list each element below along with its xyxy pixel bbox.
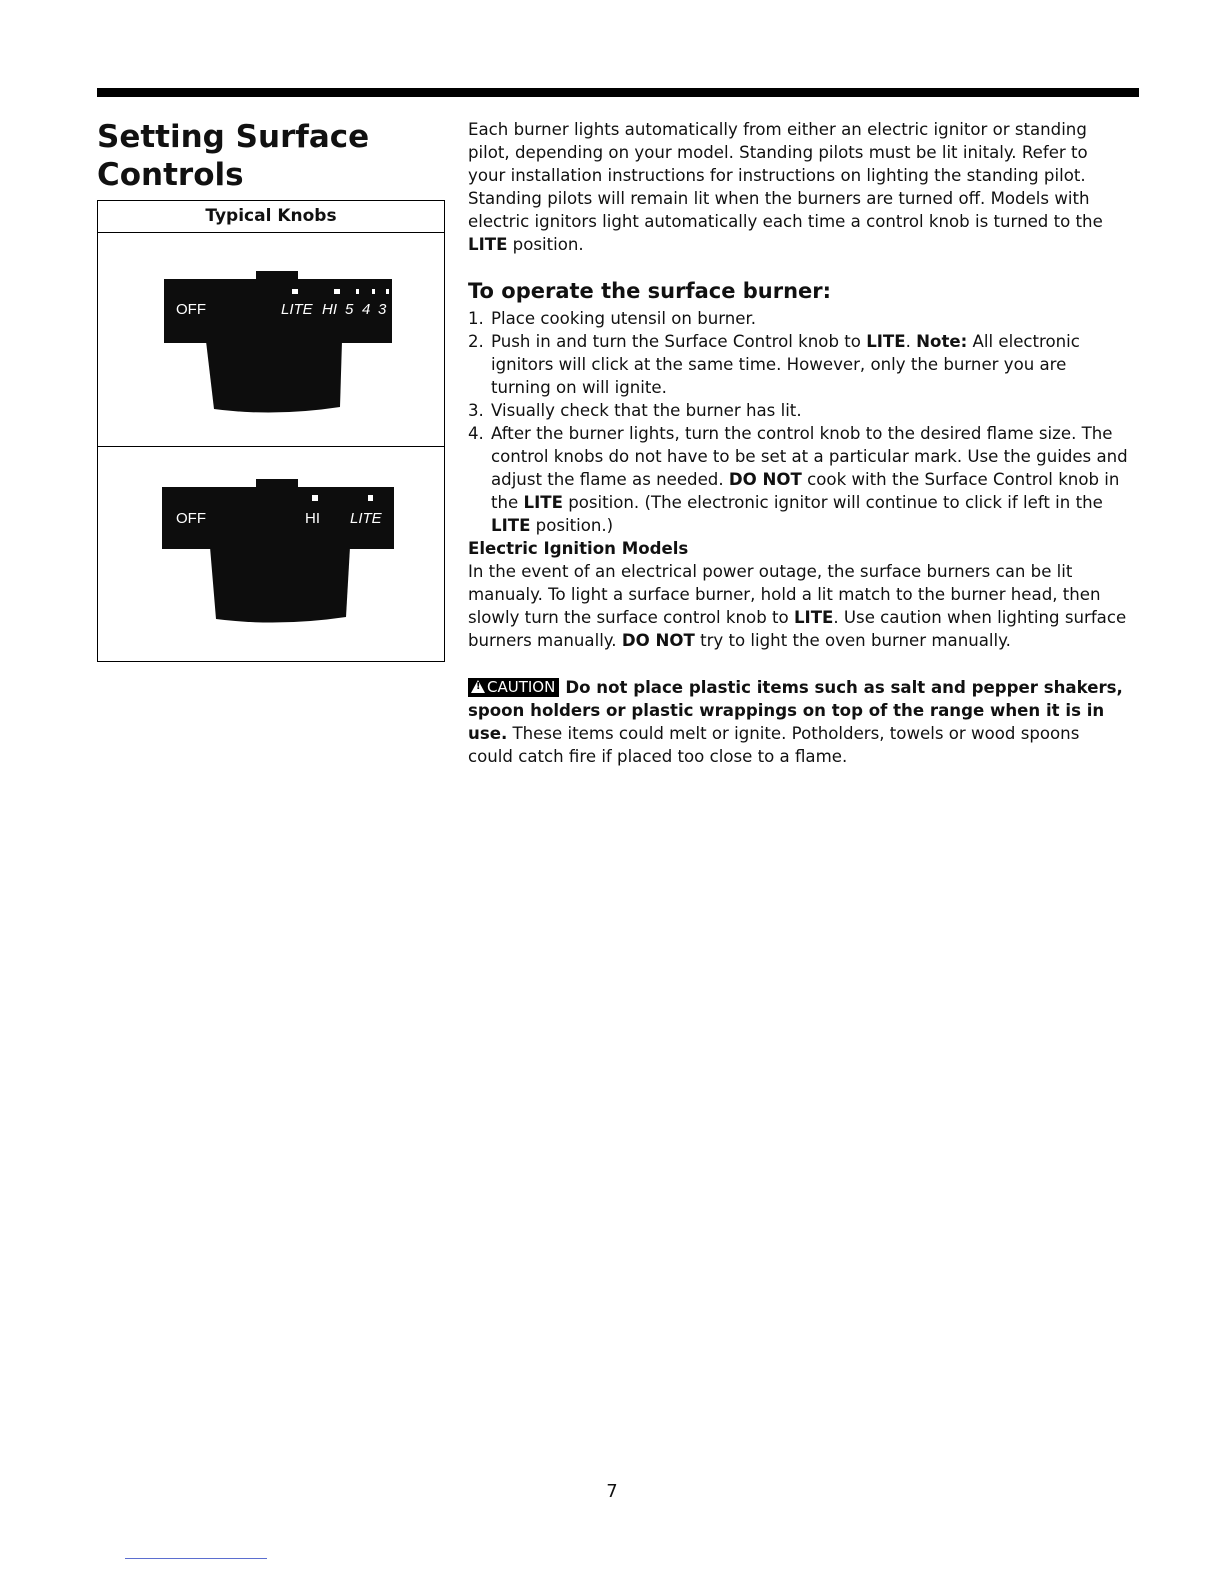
page-title-line1: Setting Surface bbox=[97, 119, 370, 155]
step-1 bbox=[468, 307, 1128, 330]
typical-knobs-figure bbox=[97, 200, 445, 662]
caution-badge-label: CAUTION bbox=[487, 678, 556, 696]
warning-triangle-icon bbox=[471, 680, 485, 693]
caution-badge bbox=[468, 678, 559, 697]
intro-paragraph bbox=[468, 118, 1128, 256]
knob-2-icon bbox=[98, 447, 444, 660]
knob2-hi-label: HI bbox=[305, 510, 320, 527]
intro-text-b: position. bbox=[507, 235, 584, 254]
electric-text-c: try to light the oven burner manually. bbox=[694, 631, 1011, 650]
knob1-hi-label: HI bbox=[322, 301, 337, 318]
top-rule bbox=[97, 88, 1139, 97]
electric-text-a: In the event of an electrical power outage, the surface burners can be lit manualy. To light a surface burner, hold a lit match to the burner head, then slowly turn the surface control knob to bbox=[468, 562, 1101, 627]
step-3-text: Visually check that the burner has lit. bbox=[491, 401, 802, 420]
step-2-text-c: All electronic ignitors will click at the same time. However, only the burner you are turning on will ignite. bbox=[491, 332, 1080, 397]
step-4-number: 4. bbox=[468, 424, 484, 443]
caution-text: These items could melt or ignite. Potholders, towels or wood spoons could catch fire if placed too close to a flame. bbox=[468, 724, 1080, 766]
operate-steps bbox=[468, 307, 1128, 537]
electric-text-b: . Use caution when lighting surface burners manually. bbox=[468, 608, 1127, 650]
page-title-line2: Controls bbox=[97, 157, 244, 193]
caution-bold-text: Do not place plastic items such as salt and pepper shakers, spoon holders or plastic wrappings on top of the range when it is in use. bbox=[468, 678, 1123, 743]
knob1-lite-label: LITE bbox=[281, 301, 313, 318]
figure-header: Typical Knobs bbox=[98, 201, 444, 233]
left-column bbox=[97, 118, 445, 194]
step-2 bbox=[468, 330, 1128, 399]
knob2-lite-label: LITE bbox=[350, 510, 382, 527]
knob1-4-label: 4 bbox=[362, 301, 371, 318]
knob2-off-label: OFF bbox=[176, 510, 206, 527]
step-4 bbox=[468, 422, 1128, 537]
electric-lite: LITE bbox=[793, 608, 834, 627]
knob1-5-label: 5 bbox=[345, 301, 354, 318]
electric-heading: Electric Ignition Models bbox=[468, 539, 689, 558]
step-4-text-a: After the burner lights, turn the control knob to the desired flame size. The control knobs do not have to be set at a particular mark. Use the guides and adjust the flame as needed. bbox=[491, 424, 1128, 489]
bottom-rule bbox=[125, 1558, 267, 1559]
step-2-text-b: . bbox=[905, 332, 917, 351]
electric-do-not: DO NOT bbox=[621, 631, 695, 650]
page-title bbox=[97, 118, 445, 194]
knob-illustration-2 bbox=[98, 446, 444, 660]
step-3 bbox=[468, 399, 1128, 422]
knob-illustration-1 bbox=[98, 233, 444, 446]
intro-lite: LITE bbox=[468, 235, 508, 254]
step-3-number: 3. bbox=[468, 401, 484, 420]
step-1-number: 1. bbox=[468, 309, 484, 328]
step-4-text-c: position. (The electronic ignitor will continue to click if left in the bbox=[562, 493, 1103, 512]
step-4-text-b: cook with the Surface Control knob in the bbox=[491, 470, 1120, 512]
step-4-lite-1: LITE bbox=[523, 493, 563, 512]
step-4-do-not: DO NOT bbox=[728, 470, 802, 489]
step-1-text: Place cooking utensil on burner. bbox=[491, 309, 757, 328]
page-number: 7 bbox=[606, 1481, 618, 1502]
step-2-text-a: Push in and turn the Surface Control knob to bbox=[491, 332, 867, 351]
step-2-lite: LITE bbox=[866, 332, 906, 351]
knob-1-icon bbox=[98, 233, 444, 446]
caution-paragraph bbox=[468, 676, 1128, 768]
operate-heading: To operate the surface burner: bbox=[468, 279, 832, 303]
step-2-note-label: Note: bbox=[916, 332, 968, 351]
intro-text-a: Each burner lights automatically from either an electric ignitor or standing pilot, depending on your model. Standing pilots must be lit initaly. Refer to your installation instructions for instructions on lighting the standing pilot. Standing pilots will remain lit when the burners are turned off. Models with electric ignitors light automatically each time a control knob is turned to the bbox=[468, 120, 1103, 231]
knob1-3-label: 3 bbox=[378, 301, 387, 318]
step-2-number: 2. bbox=[468, 332, 484, 351]
step-4-lite-2: LITE bbox=[491, 516, 531, 535]
knob1-off-label: OFF bbox=[176, 301, 206, 318]
step-4-text-d: position.) bbox=[530, 516, 614, 535]
electric-paragraph bbox=[468, 560, 1128, 652]
main-text-column bbox=[468, 118, 1128, 768]
